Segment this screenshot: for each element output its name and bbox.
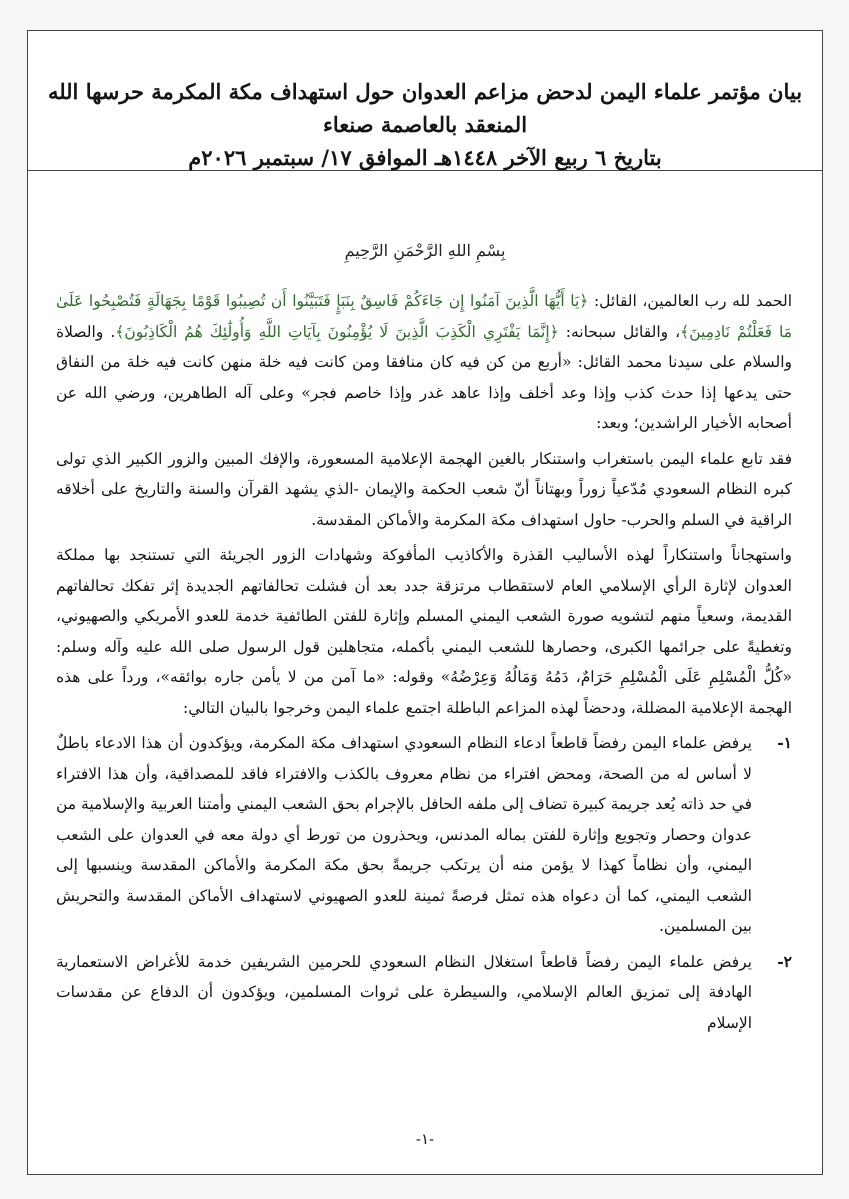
item-number: ٢- — [777, 951, 792, 971]
item-number: ١- — [777, 733, 792, 752]
opening-text-2: ، والقائل سبحانه: — [558, 322, 681, 341]
paragraph-2: فقد تابع علماء اليمن باستغراب واستنكار بالغين الهجمة الإعلامية المسعورة، والإفك المبين والزور الكبير الذي تولى كبره النظام السعودي مُدّعياً زوراً وبهتاناً أنّ شعب الحكمة والإيمان -الذي يشهد القرآن والسنة والتاريخ على أخلاقه الراقية في السلم والحرب- حاول استهداف مكة المكرمة والأماكن المقدسة. — [56, 449, 792, 529]
opening-text: الحمد لله رب العالمين، القائل: — [588, 292, 792, 310]
list-item-2 — [56, 947, 792, 1039]
header-location: المنعقد بالعاصمة صنعاء — [322, 112, 528, 137]
quran-verse-1: ﴿يَا أَيُّهَا الَّذِينَ آمَنُوا إِن جَاءَكُمْ فَاسِقٌ بِنَبَإٍ فَتَبَيَّنُوا أَن تُصِيبُوا قَوْمًا بِجَهَالَةٍ فَتُصْبِحُوا عَلَىٰ مَا فَعَلْتُمْ نَادِمِينَ﴾ — [56, 292, 792, 341]
basmala: بِسْمِ اللهِ الرَّحْمَنِ الرَّحِيمِ — [344, 241, 506, 260]
opening-text-3: . والصلاة والسلام على سيدنا محمد القائل: «أربع من كن فيه كان منافقا ومن كانت فيه خلة منهن كانت فيه خلة من النفاق حتى يدعها إذا حدث كذب وإذا وعد أخلف وإذا عاهد غدر وإذا خاصم فجر» وعلى آله الطاهرين، ورضي الله عن أصحابه الأخيار الراشدين؛ وبعد: — [56, 322, 792, 432]
item-text: يرفض علماء اليمن رفضاً قاطعاً استغلال النظام السعودي للحرمين الشريفين خدمة للأغراض الاستعمارية الهادفة إلى تمزيق العالم الإسلامي، والسيطرة على ثروات المسلمين، ويؤكدون أن الدفاع عن مقدسات الإسلام — [56, 952, 752, 1032]
statement-header — [28, 31, 822, 171]
opening-paragraph — [56, 286, 792, 439]
page-number: -١- — [415, 1130, 435, 1148]
statement-body — [56, 286, 792, 1043]
header-title: بيان مؤتمر علماء اليمن لدحض مزاعم العدوان حول استهداف مكة المكرمة حرسها الله — [47, 79, 803, 104]
list-item-1 — [56, 728, 792, 942]
document-page — [27, 30, 823, 1175]
header-date: بتاريخ ٦ ربيع الآخر ١٤٤٨هـ الموافق ١٧/ سبتمبر ٢٠٢٦م — [188, 145, 662, 170]
quran-verse-2: ﴿إِنَّمَا يَفْتَرِي الْكَذِبَ الَّذِينَ لَا يُؤْمِنُونَ بِآيَاتِ اللَّهِ وَأُولَٰئِكَ هُمُ الْكَاذِبُونَ﴾ — [115, 322, 559, 341]
paragraph-3: واستهجاناً واستنكاراً لهذه الأساليب القذرة والأكاذيب المأفوكة وشهادات الزور الجريئة التي تستنجد بها مملكة العدوان لإثارة الرأي الإسلامي العام لاستقطاب مرتزقة جدد بعد أن فشلت تحالفاتهم الجديدة إثر تفكك تحالفاتهم القديمة، وسعياً منهم لتشويه صورة الشعب اليمني المسلم وإثارة للفتن الطائفية خدمة للعدو الأمريكي والصهيوني، وتغطيةً على جرائمها الكبرى، وحصارها للشعب اليمني بأكمله، متجاهلين قول الرسول صلى الله عليه وآله وسلم: «كُلُّ الْمُسْلِمِ عَلَى الْمُسْلِمِ حَرَامٌ، دَمُهُ وَمَالُهُ وَعِرْضُهُ» وقوله: «ما آمن من لا يأمن جاره بوائقه»، ورداً على هذه الهجمة الإعلامية المضللة، ودحضاً لهذه المزاعم الباطلة اجتمع علماء اليمن وخرجوا بالبيان التالي: — [56, 546, 792, 717]
item-text: يرفض علماء اليمن رفضاً قاطعاً ادعاء النظام السعودي استهداف مكة المكرمة، ويؤكدون أن هذا الادعاء باطلٌ لا أساس له من الصحة، ومحض افتراء من نظام معروف بالكذب والافتراء فاقد للمصداقية، وأن هذا الافتراء في حد ذاته يُعد جريمة كبيرة تضاف إلى ملفه الحافل بالإجرام بحق الشعب اليمني وأمتنا العربية والإسلامية من عدوان وحصار وتجويع وإثارة للفتن بماله المدنس، ويحذرون من تورط أي دولة معه في العدوان على الشعب اليمني، وأن نظاماً كهذا لا يؤمن منه أن يرتكب جريمةً بحق مكة المكرمة والأماكن المقدسة وينسبها إلى الشعب اليمني، كما أن دعواه هذه تمثل فرصةً ثمينة للعدو الصهيوني لاستهداف الأماكن المقدسة والتحريش بين المسلمين. — [56, 734, 752, 935]
